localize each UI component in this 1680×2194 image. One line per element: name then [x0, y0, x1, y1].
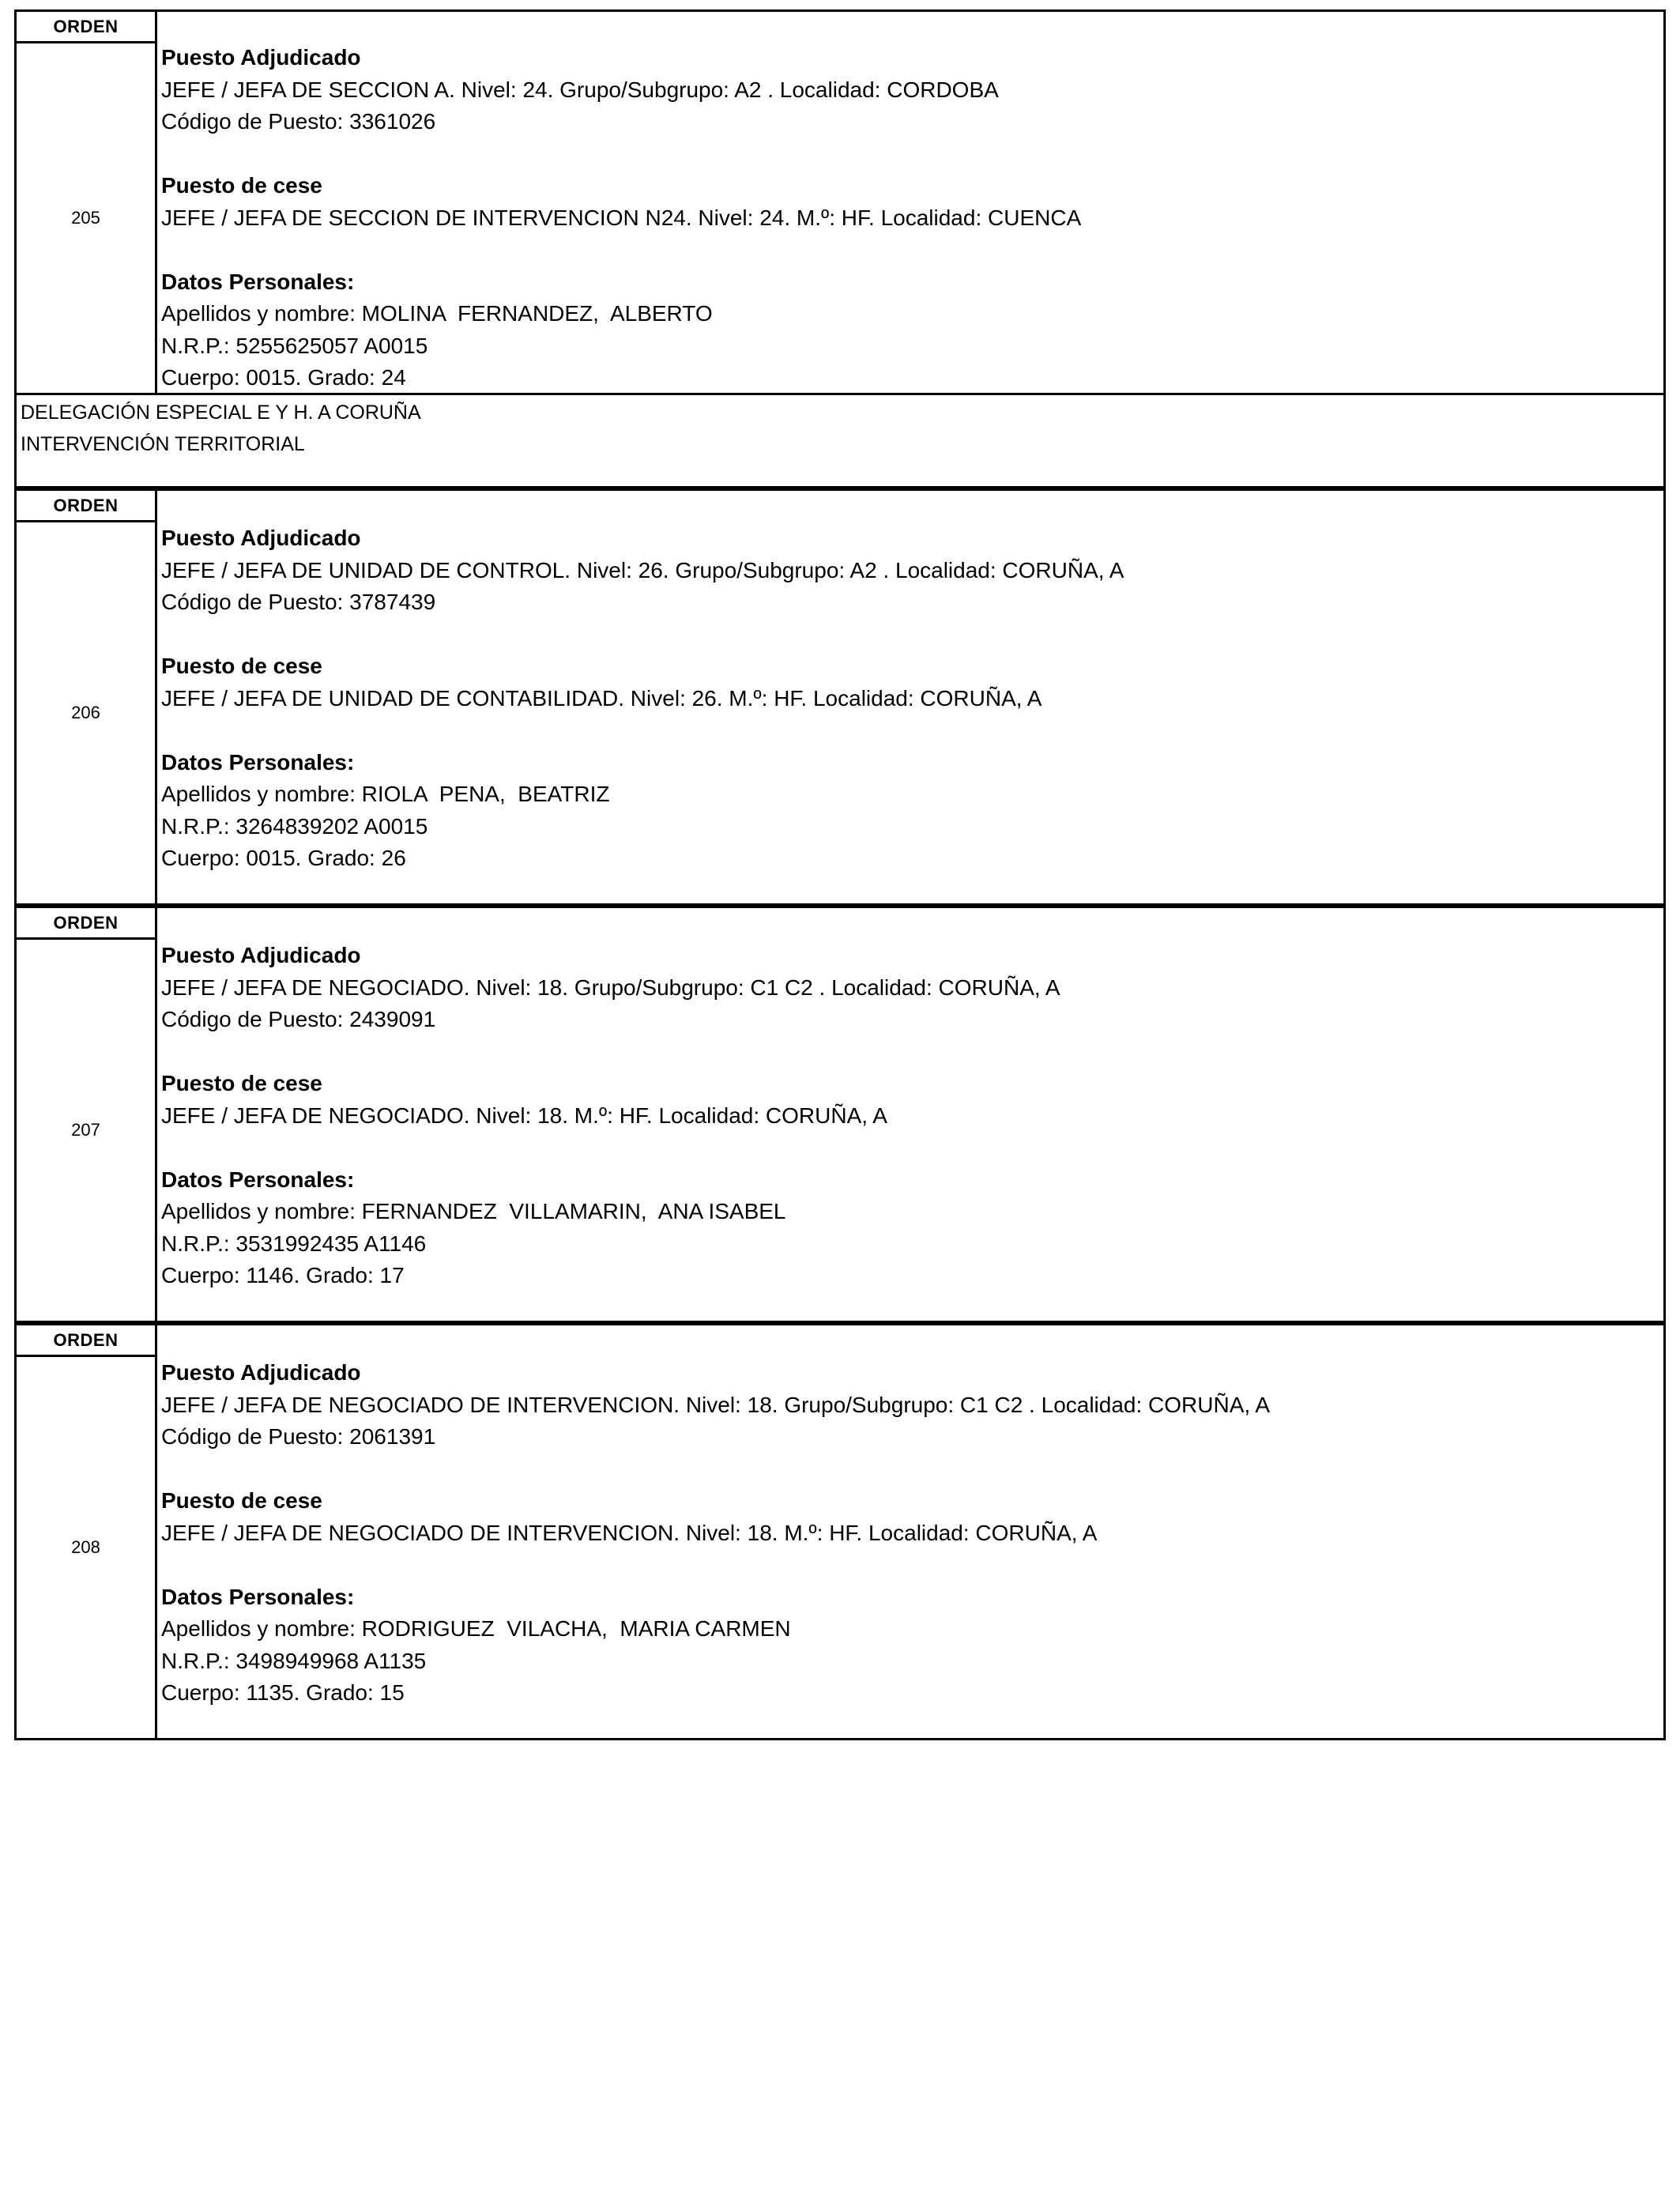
document-page	[14, 9, 1666, 1740]
orden-number: 208	[71, 1537, 100, 1557]
orden-number: 206	[71, 703, 100, 722]
puesto-adjudicado-title: Puesto Adjudicado	[161, 526, 361, 550]
section-line-1: DELEGACIÓN ESPECIAL E Y H. A CORUÑA	[21, 401, 421, 424]
puesto-cese-desc: JEFE / JEFA DE SECCION DE INTERVENCION N24. Nivel: 24. M.º: HF. Localidad: CUENCA	[161, 205, 1082, 230]
entry-row-208	[14, 1323, 1666, 1740]
orden-column	[17, 491, 157, 903]
cuerpo-grado: Cuerpo: 1146. Grado: 17	[161, 1263, 405, 1287]
datos-personales-title: Datos Personales:	[161, 1584, 355, 1609]
nrp: N.R.P.: 3498949968 A1135	[161, 1648, 427, 1673]
puesto-adjudicado-title: Puesto Adjudicado	[161, 943, 361, 967]
cuerpo-grado: Cuerpo: 1135. Grado: 15	[161, 1680, 405, 1705]
section-header	[14, 395, 1666, 488]
orden-number: 207	[71, 1120, 100, 1140]
cuerpo-grado: Cuerpo: 0015. Grado: 26	[161, 846, 406, 870]
nrp: N.R.P.: 3531992435 A1146	[161, 1231, 427, 1256]
orden-header: ORDEN	[17, 12, 155, 43]
datos-personales-title: Datos Personales:	[161, 269, 355, 294]
orden-header: ORDEN	[17, 908, 155, 940]
entry-row-206	[14, 488, 1666, 906]
entry-row-205	[14, 9, 1666, 395]
orden-number: 205	[71, 208, 100, 228]
puesto-adjudicado-title: Puesto Adjudicado	[161, 1360, 361, 1385]
codigo-puesto: Código de Puesto: 2061391	[161, 1424, 436, 1449]
orden-column	[17, 908, 157, 1321]
codigo-puesto: Código de Puesto: 3787439	[161, 590, 436, 614]
entry-details	[157, 1325, 1663, 1738]
puesto-cese-desc: JEFE / JEFA DE NEGOCIADO. Nivel: 18. M.º: HF. Localidad: CORUÑA, A	[161, 1103, 887, 1128]
puesto-cese-title: Puesto de cese	[161, 654, 322, 678]
puesto-cese-desc: JEFE / JEFA DE UNIDAD DE CONTABILIDAD. Nivel: 26. M.º: HF. Localidad: CORUÑA, A	[161, 685, 1042, 711]
entry-row-207	[14, 906, 1666, 1323]
puesto-cese-title: Puesto de cese	[161, 173, 322, 198]
orden-column	[17, 1325, 157, 1738]
entry-details	[157, 12, 1663, 393]
puesto-adjudicado-desc: JEFE / JEFA DE SECCION A. Nivel: 24. Grupo/Subgrupo: A2 . Localidad: CORDOBA	[161, 77, 999, 102]
orden-header: ORDEN	[17, 1325, 155, 1357]
section-line-2: INTERVENCIÓN TERRITORIAL	[21, 433, 305, 455]
orden-column	[17, 12, 157, 393]
apellidos-nombre: Apellidos y nombre: RODRIGUEZ VILACHA, MARIA CARMEN	[161, 1616, 791, 1641]
puesto-cese-title: Puesto de cese	[161, 1488, 322, 1513]
codigo-puesto: Código de Puesto: 3361026	[161, 109, 436, 134]
nrp: N.R.P.: 5255625057 A0015	[161, 333, 428, 358]
puesto-cese-title: Puesto de cese	[161, 1071, 322, 1095]
puesto-adjudicado-title: Puesto Adjudicado	[161, 45, 361, 70]
nrp: N.R.P.: 3264839202 A0015	[161, 813, 428, 839]
entry-details	[157, 908, 1663, 1321]
datos-personales-title: Datos Personales:	[161, 1167, 355, 1192]
apellidos-nombre: Apellidos y nombre: MOLINA FERNANDEZ, ALBERTO	[161, 301, 713, 326]
orden-header: ORDEN	[17, 491, 155, 522]
puesto-adjudicado-desc: JEFE / JEFA DE NEGOCIADO. Nivel: 18. Grupo/Subgrupo: C1 C2 . Localidad: CORUÑA, A	[161, 974, 1060, 1000]
apellidos-nombre: Apellidos y nombre: FERNANDEZ VILLAMARIN, ANA ISABEL	[161, 1199, 786, 1223]
puesto-adjudicado-desc: JEFE / JEFA DE NEGOCIADO DE INTERVENCION. Nivel: 18. Grupo/Subgrupo: C1 C2 . Localidad: CORUÑA, A	[161, 1392, 1271, 1417]
puesto-adjudicado-desc: JEFE / JEFA DE UNIDAD DE CONTROL. Nivel: 26. Grupo/Subgrupo: A2 . Localidad: CORUÑA, A	[161, 557, 1124, 582]
codigo-puesto: Código de Puesto: 2439091	[161, 1007, 436, 1031]
puesto-cese-desc: JEFE / JEFA DE NEGOCIADO DE INTERVENCION. Nivel: 18. M.º: HF. Localidad: CORUÑA, A	[161, 1520, 1098, 1545]
entry-details	[157, 491, 1663, 903]
cuerpo-grado: Cuerpo: 0015. Grado: 24	[161, 365, 406, 390]
apellidos-nombre: Apellidos y nombre: RIOLA PENA, BEATRIZ	[161, 782, 610, 806]
datos-personales-title: Datos Personales:	[161, 749, 355, 775]
